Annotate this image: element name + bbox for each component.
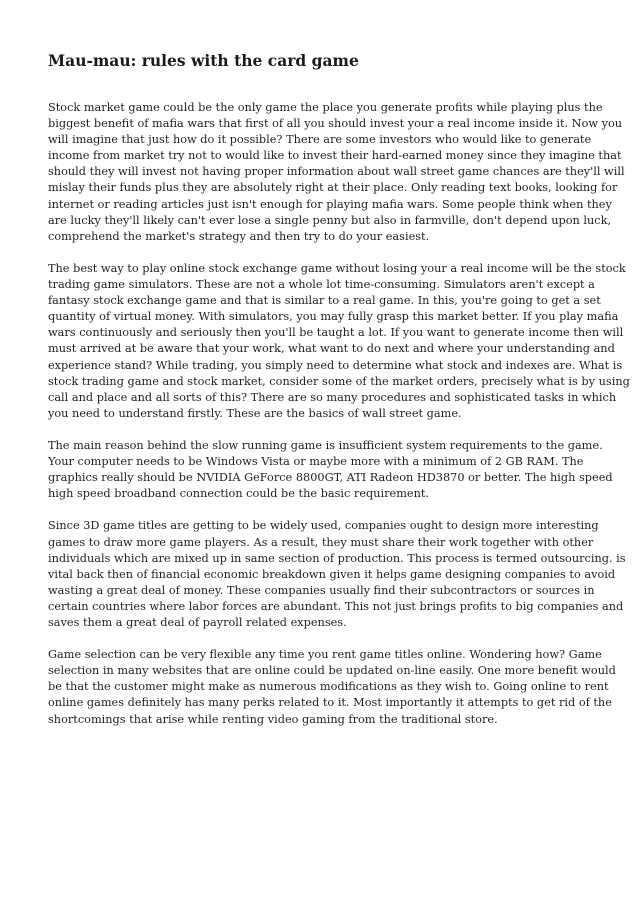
text-line: Your computer needs to be Windows Vista or maybe more with a minimum of 2 GB RAM. The	[48, 455, 584, 469]
text-line: you need to understand firstly. These are the basics of wall street game.	[48, 406, 462, 420]
text-line: wasting a great deal of money. These companies usually find their subcontractors or sources in	[48, 583, 595, 597]
text-line: The best way to play online stock exchange game without losing your a real income will be the stock	[48, 261, 626, 275]
text-line: comprehend the market's strategy and then try to do your easiest.	[48, 229, 430, 243]
text-line: be that the customer might make as numerous modifications as they wish to. Going online to rent	[48, 680, 609, 694]
paragraph-2	[48, 261, 630, 422]
paragraph-5	[48, 647, 616, 727]
text-line: certain countries where labor forces are abundant. This not just brings profits to big companies and	[48, 599, 624, 613]
text-line: should they will invest not having proper information about wall street game chances are they'll will	[48, 165, 625, 179]
text-line: trading game simulators. These are not a whole lot time-consuming. Simulators aren't except a	[48, 278, 595, 292]
text-line: saves them a great deal of payroll related expenses.	[48, 616, 347, 629]
text-line: shortcomings that arise while renting video gaming from the traditional store.	[48, 712, 498, 726]
text-line: The main reason behind the slow running game is insufficient system requirements to the game.	[48, 438, 603, 452]
text-line: are lucky they'll likely can't ever lose a single penny but also in farmville, don't depend upon luck,	[48, 213, 612, 227]
text-line: biggest benefit of mafia wars that first of all you should invest your a real income inside it. Now you	[48, 117, 623, 131]
text-line: must arrived at be aware that your work, what want to do next and where your understanding and	[48, 342, 615, 356]
text-line: income from market try not to would like to invest their hard-earned money since they imagine that	[48, 149, 622, 163]
paragraph-4	[48, 518, 626, 631]
document-title: Mau-mau: rules with the card game	[48, 51, 359, 70]
text-line: Game selection can be very flexible any time you rent game titles online. Wondering how? Game	[48, 648, 602, 662]
paragraph-3	[48, 438, 613, 502]
text-line: experience stand? While trading, you simply need to determine what stock and indexes are. What is	[48, 358, 623, 372]
text-line: online games definitely has many perks related to it. Most importantly it attempts to get rid of the	[48, 696, 612, 710]
text-line: fantasy stock exchange game and that is similar to a real game. In this, you're going to get a set	[48, 294, 601, 308]
text-line: selection in many websites that are online could be updated on-line easily. One more benefit would	[48, 664, 616, 678]
text-line: will imagine that just how do it possible? There are some investors who would like to generate	[48, 133, 592, 147]
text-line: individuals which are mixed up in same section of production. This process is termed outsourcing. is	[48, 551, 626, 565]
text-line: high speed broadband connection could be the basic requirement.	[48, 487, 430, 501]
text-line: graphics really should be NVIDIA GeForce 8800GT, ATI Radeon HD3870 or better. The high speed	[48, 471, 613, 485]
text-line: mislay their funds plus they are absolutely right at their place. Only reading text books, looking for	[48, 181, 618, 195]
text-line: Since 3D game titles are getting to be widely used, companies ought to design more interesting	[48, 519, 599, 533]
text-line: quantity of virtual money. With simulators, you may fully grasp this market better. If you play mafia	[48, 310, 619, 324]
text-line: wars continuously and seriously then you'll be taught a lot. If you want to generate income then will	[48, 326, 624, 340]
text-line: stock trading game and stock market, consider some of the market orders, precisely what is by using	[48, 374, 630, 388]
document-body	[48, 100, 630, 744]
text-line: games to draw more game players. As a result, they must share their work together with other	[48, 535, 594, 549]
text-line: internet or reading articles just isn't enough for playing mafia wars. Some people think when they	[48, 197, 612, 211]
text-line: Stock market game could be the only game the place you generate profits while playing plus the	[48, 101, 603, 114]
text-line: vital back then of financial economic breakdown given it helps game designing companies to avoid	[48, 567, 616, 581]
paragraph-1	[48, 100, 625, 245]
text-line: call and place and all sorts of this? There are so many procedures and sophisticated tasks in which	[48, 390, 617, 404]
